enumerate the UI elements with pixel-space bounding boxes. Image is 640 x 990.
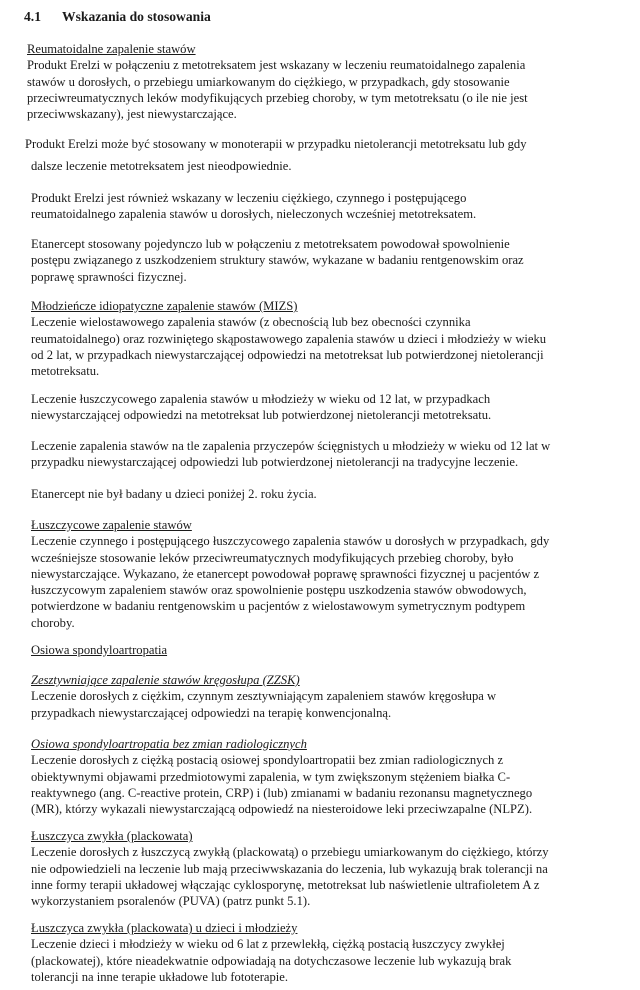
jia-p3-line: przypadku niewystarczającej odpowiedzi lub potwierdzonej nietolerancji na tradycyjne leczenie. bbox=[31, 455, 519, 470]
ra-p2-text: dalsze leczenie metotreksatem jest nieodpowiednie. bbox=[31, 159, 292, 173]
jia-p2-line: niewystarczającej odpowiedzi na metotreksat lub potwierdzonej nietolerancji metotreksatu. bbox=[31, 408, 492, 423]
ra-p4 bbox=[31, 236, 524, 285]
ra-p3-line: reumatoidalnego zapalenia stawów u dorosłych, nieleczonych wcześniej metotreksatem. bbox=[31, 207, 477, 222]
psa-p1-line: łuszczycowym zapaleniem stawów oraz spowolnienie postępu uszkodzenia stawów obwodowych, bbox=[31, 583, 527, 598]
ra-p2-line2 bbox=[31, 158, 292, 174]
section-number: 4.1 bbox=[24, 9, 41, 24]
pso-line: wykorzystaniem psoralenów (PUVA) (patrz punkt 5.1). bbox=[31, 894, 311, 909]
ra-p3 bbox=[31, 190, 476, 223]
jia-p2-line: Leczenie łuszczycowego zapalenia stawów u młodzieży w wieku od 12 lat, w przypadkach bbox=[31, 392, 491, 406]
nraxspa-line: (MR), którzy wykazali niewystarczającą odpowiedź na niesteroidowe leki przeciwzapalne (NLPZ). bbox=[31, 802, 533, 817]
jia-p4 bbox=[31, 486, 317, 502]
psa-block bbox=[31, 517, 549, 631]
ra-block bbox=[27, 41, 528, 122]
jia-p1-line: Leczenie wielostawowego zapalenia stawów (z obecnością lub bez obecności czynnika bbox=[31, 315, 471, 330]
ra-p4-line: postępu związanego z uszkodzeniem struktury stawów, wykazane w badaniu rentgenowskim oraz bbox=[31, 253, 524, 268]
ra-p1-line: stawów u dorosłych, o przebiegu umiarkowanym do ciężkiego, w przypadkach, gdy stosowanie bbox=[27, 74, 510, 89]
axspa-subtitle-block bbox=[31, 642, 167, 658]
as-subtitle: Zesztywniające zapalenie stawów kręgosłupa (ZZSK) bbox=[31, 673, 300, 687]
jia-p1-line: od 2 lat, w przypadkach niewystarczającej odpowiedzi na metotreksat lub potwierdzonej nietolerancji bbox=[31, 347, 544, 362]
jia-subtitle: Młodzieńcze idiopatyczne zapalenie stawów (MIZS) bbox=[31, 299, 298, 313]
ra-p1-line: przeciwwskazany), jest niewystarczające. bbox=[27, 107, 237, 122]
ppso-subtitle: Łuszczyca zwykła (plackowata) u dzieci i młodzieży bbox=[31, 921, 298, 935]
jia-p3-line: Leczenie zapalenia stawów na tle zapalenia przyczepów ścięgnistych u młodzieży w wieku od 12 lat w bbox=[31, 439, 551, 453]
psa-subtitle: Łuszczycowe zapalenie stawów bbox=[31, 518, 192, 532]
ppso-line: Leczenie dzieci i młodzieży w wieku od 6 lat z przewlekłą, ciężką postacią łuszczycy zwykłej bbox=[31, 937, 505, 952]
ppso-line: tolerancji na inne terapie układowe lub fototerapie. bbox=[31, 969, 289, 984]
pso-line: inne formy terapii układowej włączając cyklosporynę, metotreksat lub naświetlenie ultrafioletem A z bbox=[31, 877, 540, 892]
jia-block bbox=[31, 298, 546, 379]
nraxspa-block bbox=[31, 736, 532, 817]
ra-p1-line: Produkt Erelzi w połączeniu z metotreksatem jest wskazany w leczeniu reumatoidalnego zapalenia bbox=[27, 58, 526, 73]
ppso-line: (plackowatej), które nieadekwatnie odpowiadają na dotychczasowe leczenie lub wykazują brak bbox=[31, 953, 512, 968]
nraxspa-line: obiektywnymi objawami przedmiotowymi zapalenia, w tym zwiększonym stężeniem białka C- bbox=[31, 769, 511, 784]
psa-p1-line: Leczenie czynnego i postępującego łuszczycowego zapalenia stawów u dorosłych w przypadkach, gdy bbox=[31, 534, 550, 549]
ppso-block bbox=[31, 920, 511, 985]
nraxspa-line: Leczenie dorosłych z ciężką postacią osiowej spondyloartropatii bez zmian radiologicznych z bbox=[31, 753, 504, 768]
ra-p3-line: Produkt Erelzi jest również wskazany w leczeniu ciężkiego, czynnego i postępującego bbox=[31, 191, 467, 205]
psa-p1-line: wcześniejsze stosowanie leków przeciwreumatycznych modyfikujących przebieg choroby, było bbox=[31, 550, 514, 565]
jia-p1-line: metotreksatu. bbox=[31, 364, 100, 379]
as-block bbox=[31, 672, 496, 721]
ra-p2-line1 bbox=[25, 136, 527, 152]
pso-line: nie odpowiedzieli na leczenie lub mają przeciwwskazania do leczenia, lub wykazują brak tolerancji na bbox=[31, 861, 548, 876]
jia-p3 bbox=[31, 438, 550, 471]
psa-p1-line: choroby. bbox=[31, 615, 75, 630]
as-line: przypadkach niewystarczającej odpowiedzi na terapię konwencjonalną. bbox=[31, 705, 392, 720]
pso-subtitle: Łuszczyca zwykła (plackowata) bbox=[31, 829, 193, 843]
jia-p2 bbox=[31, 391, 491, 424]
nraxspa-subtitle: Osiowa spondyloartropatia bez zmian radiologicznych bbox=[31, 737, 307, 751]
jia-p4-line: Etanercept nie był badany u dzieci poniżej 2. roku życia. bbox=[31, 487, 317, 501]
psa-p1-line: niewystarczające. Wykazano, że etanercept powodował poprawę sprawności fizycznej u pacjentów z bbox=[31, 566, 540, 581]
pso-line: Leczenie dorosłych z łuszczycą zwykłą (plackowatą) o przebiegu umiarkowanym do ciężkiego, którzy bbox=[31, 845, 549, 860]
jia-p1-line: reumatoidalnego) oraz rozwiniętego skąpostawowego zapalenia stawów u dzieci i młodzieży w wieku bbox=[31, 331, 547, 346]
axspa-subtitle: Osiowa spondyloartropatia bbox=[31, 643, 168, 657]
nraxspa-line: reaktywnego (ang. C-reactive protein, CRP) i (lub) zmianami w badaniu rezonansu magnetycznego bbox=[31, 785, 533, 800]
ra-p2-text: Produkt Erelzi może być stosowany w monoterapii w przypadku nietolerancji metotreksatu lub gdy bbox=[25, 137, 527, 151]
ra-p4-line: Etanercept stosowany pojedynczo lub w połączeniu z metotreksatem powodował spowolnienie bbox=[31, 237, 510, 251]
pso-block bbox=[31, 828, 549, 909]
section-title: Wskazania do stosowania bbox=[62, 9, 211, 24]
section-heading bbox=[24, 8, 211, 26]
ra-p1-line: przeciwreumatycznych leków modyfikujących przebieg choroby, w tym metotreksatu (o ile nie jest bbox=[27, 90, 528, 105]
ra-subtitle: Reumatoidalne zapalenie stawów bbox=[27, 42, 196, 56]
psa-p1-line: potwierdzone w badaniu rentgenowskim u pacjentów z wielostawowym symetrycznym podtypem bbox=[31, 599, 526, 614]
ra-p4-line: poprawę sprawności fizycznej. bbox=[31, 269, 187, 284]
as-line: Leczenie dorosłych z ciężkim, czynnym zesztywniającym zapaleniem stawów kręgosłupa w bbox=[31, 689, 497, 704]
